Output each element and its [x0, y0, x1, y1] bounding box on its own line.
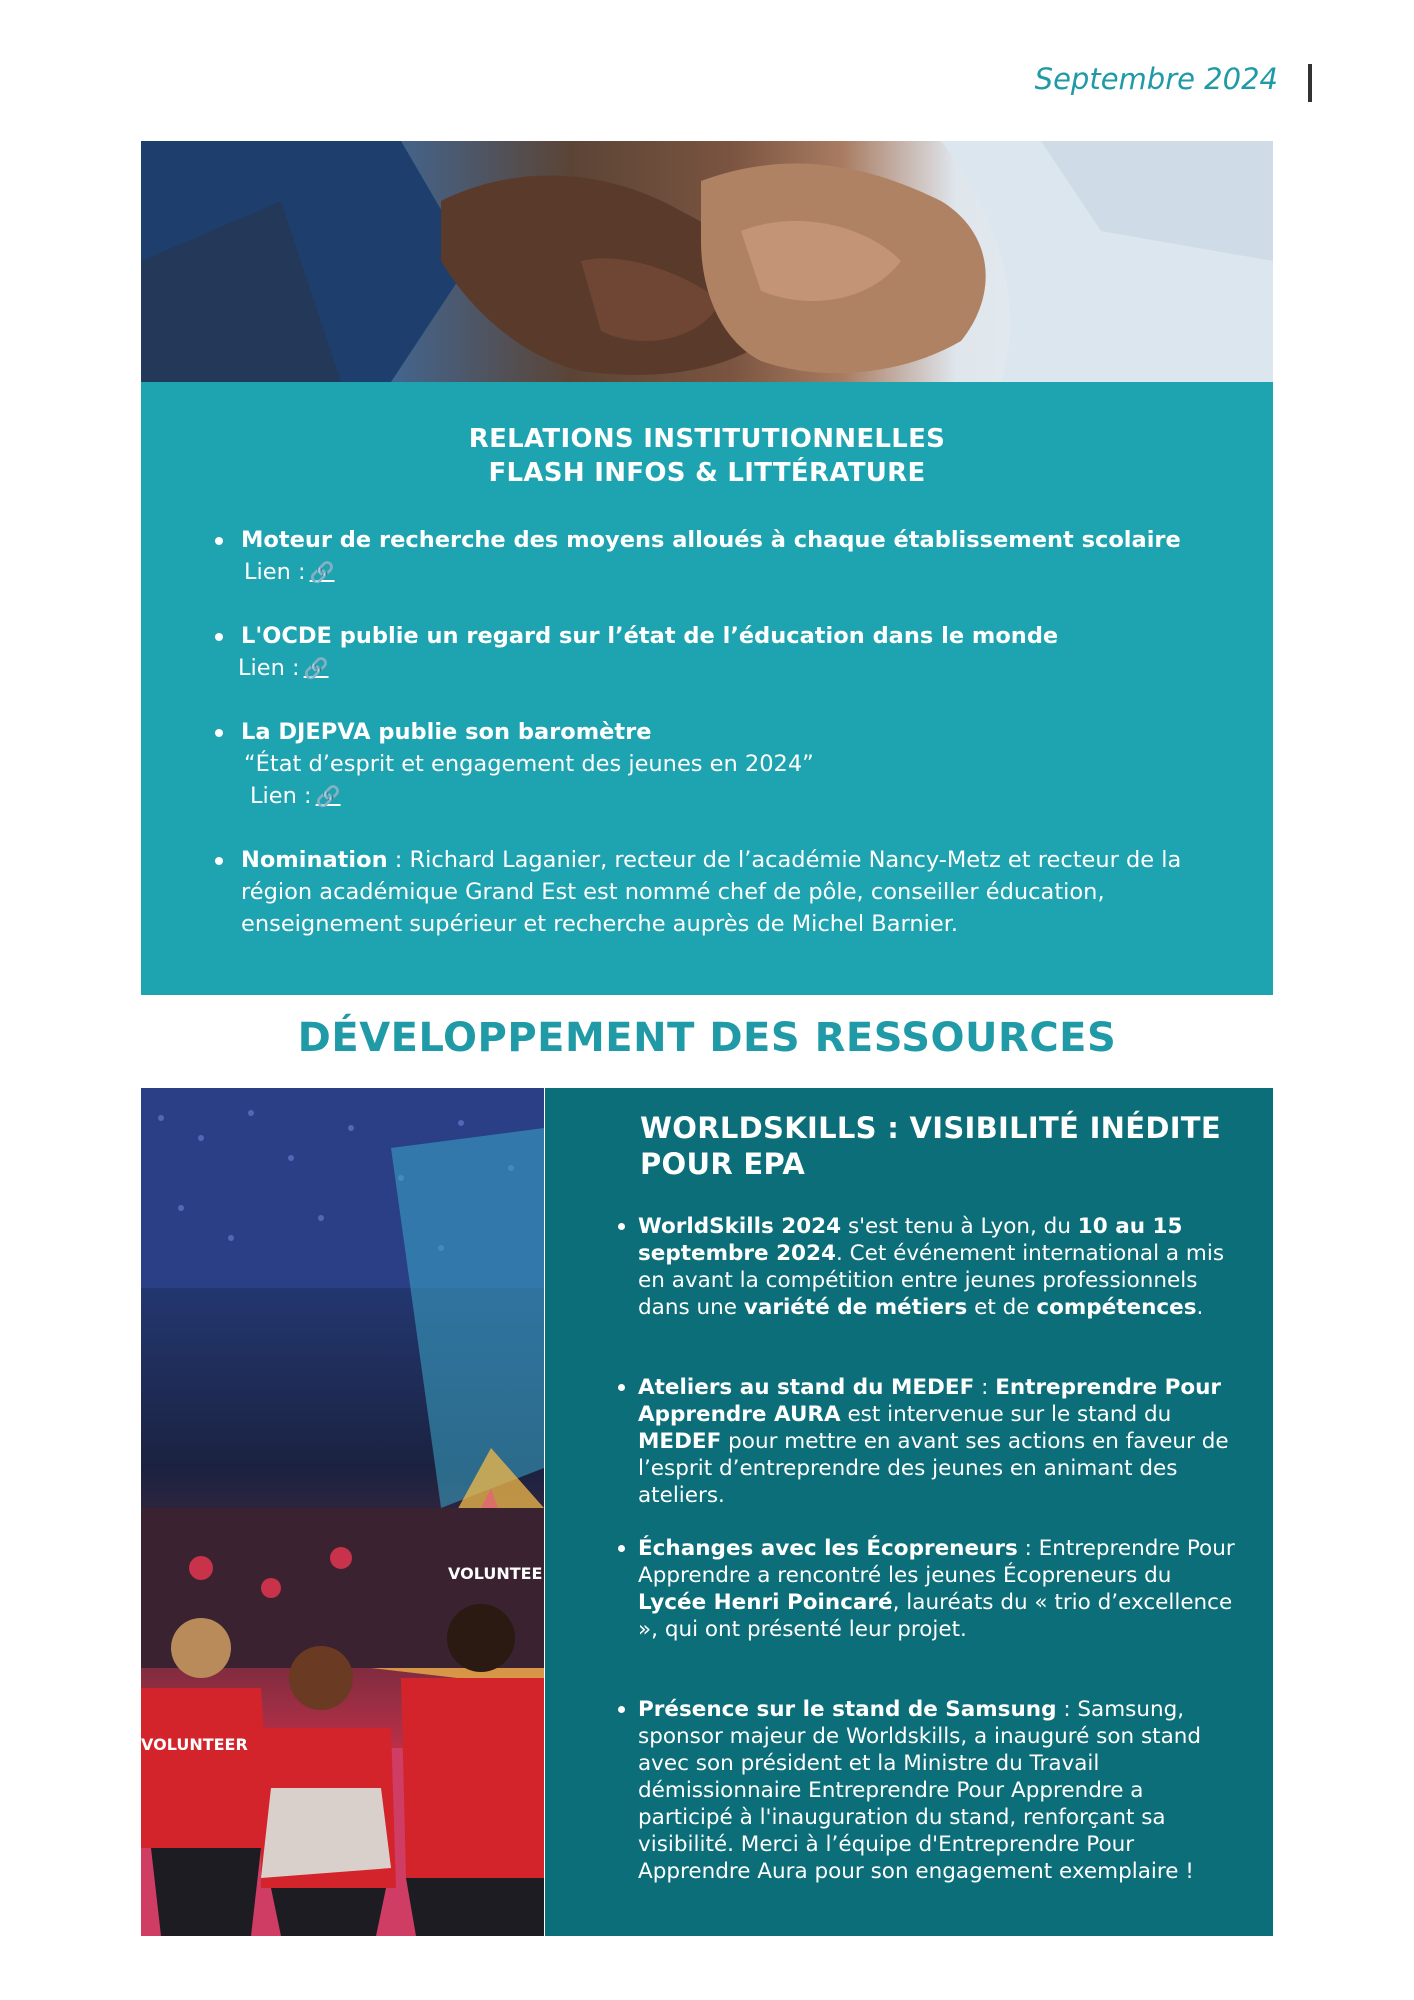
institutional-relations-section — [141, 382, 1273, 995]
item-title: Moteur de recherche des moyens alloués à chaque établissement scolaire — [241, 527, 1181, 553]
link-icon[interactable]: 🔗 — [309, 560, 335, 584]
volunteer-label: VOLUNTEER — [141, 1735, 248, 1754]
link-icon[interactable]: 🔗 — [303, 656, 329, 680]
volunteer-label: VOLUNTEE — [448, 1564, 543, 1583]
item-title: La DJEPVA publie son baromètre — [241, 719, 652, 745]
header-divider — [1308, 64, 1312, 102]
item-subtitle: “État d’esprit et engagement des jeunes en 2024” — [244, 751, 814, 777]
list-item — [238, 620, 1251, 684]
link-label: Lien : — [244, 559, 306, 585]
list-item: Ateliers au stand du MEDEF : Entreprendre Pour Apprendre AURA est intervenue sur le stand du MEDEF pour mettre en avant ses actions en faveur de l’esprit d’entreprendre des jeunes en animant des ateliers. — [638, 1374, 1238, 1509]
handshake-photo — [141, 141, 1273, 382]
worldskills-section — [545, 1088, 1273, 1936]
list-item: Échanges avec les Écopreneurs : Entreprendre Pour Apprendre a rencontré les jeunes Écopreneurs du Lycée Henri Poincaré, lauréats du « trio d’excellence », qui ont présenté leur projet. — [638, 1535, 1238, 1643]
institutional-subtitle: FLASH INFOS & LITTÉRATURE — [488, 458, 926, 488]
institutional-title: RELATIONS INSTITUTIONNELLES — [468, 424, 946, 454]
list-item — [241, 844, 1251, 940]
item-title: L'OCDE publie un regard sur l’état de l’éducation dans le monde — [241, 623, 1059, 649]
worldskills-photo — [141, 1088, 544, 1936]
section-title: DÉVELOPPEMENT DES RESSOURCES — [297, 1015, 1117, 1061]
list-item: WorldSkills 2024 s'est tenu à Lyon, du 10 au 15 septembre 2024. Cet événement international a mis en avant la compétition entre jeunes professionnels dans une variété de métiers et de compétences. — [638, 1213, 1238, 1321]
issue-date: Septembre 2024 — [1034, 62, 1278, 96]
list-item — [241, 716, 1251, 812]
item-title: Nomination — [241, 847, 388, 873]
worldskills-title: WORLDSKILLS : VISIBILITÉ INÉDITE POUR EPA — [640, 1111, 1221, 1181]
link-label: Lien : — [238, 655, 300, 681]
list-item: Présence sur le stand de Samsung : Samsung, sponsor majeur de Worldskills, a inauguré son stand avec son président et la Ministre du Travail démissionnaire Entreprendre Pour Apprendre a participé à l'inauguration du stand, renforçant sa visibilité. Merci à l’équipe d'Entreprendre Pour Apprendre Aura pour son engagement exemplaire ! — [638, 1696, 1238, 1885]
link-label: Lien : — [250, 783, 312, 809]
item-text: : Richard Laganier, recteur de l’académie Nancy-Metz et recteur de la région académique Grand Est est nommé chef de pôle, conseiller éducation, enseignement supérieur et recherche auprès de Michel Barnier. — [241, 847, 1182, 937]
list-item — [241, 524, 1251, 588]
link-icon[interactable]: 🔗 — [315, 784, 341, 808]
